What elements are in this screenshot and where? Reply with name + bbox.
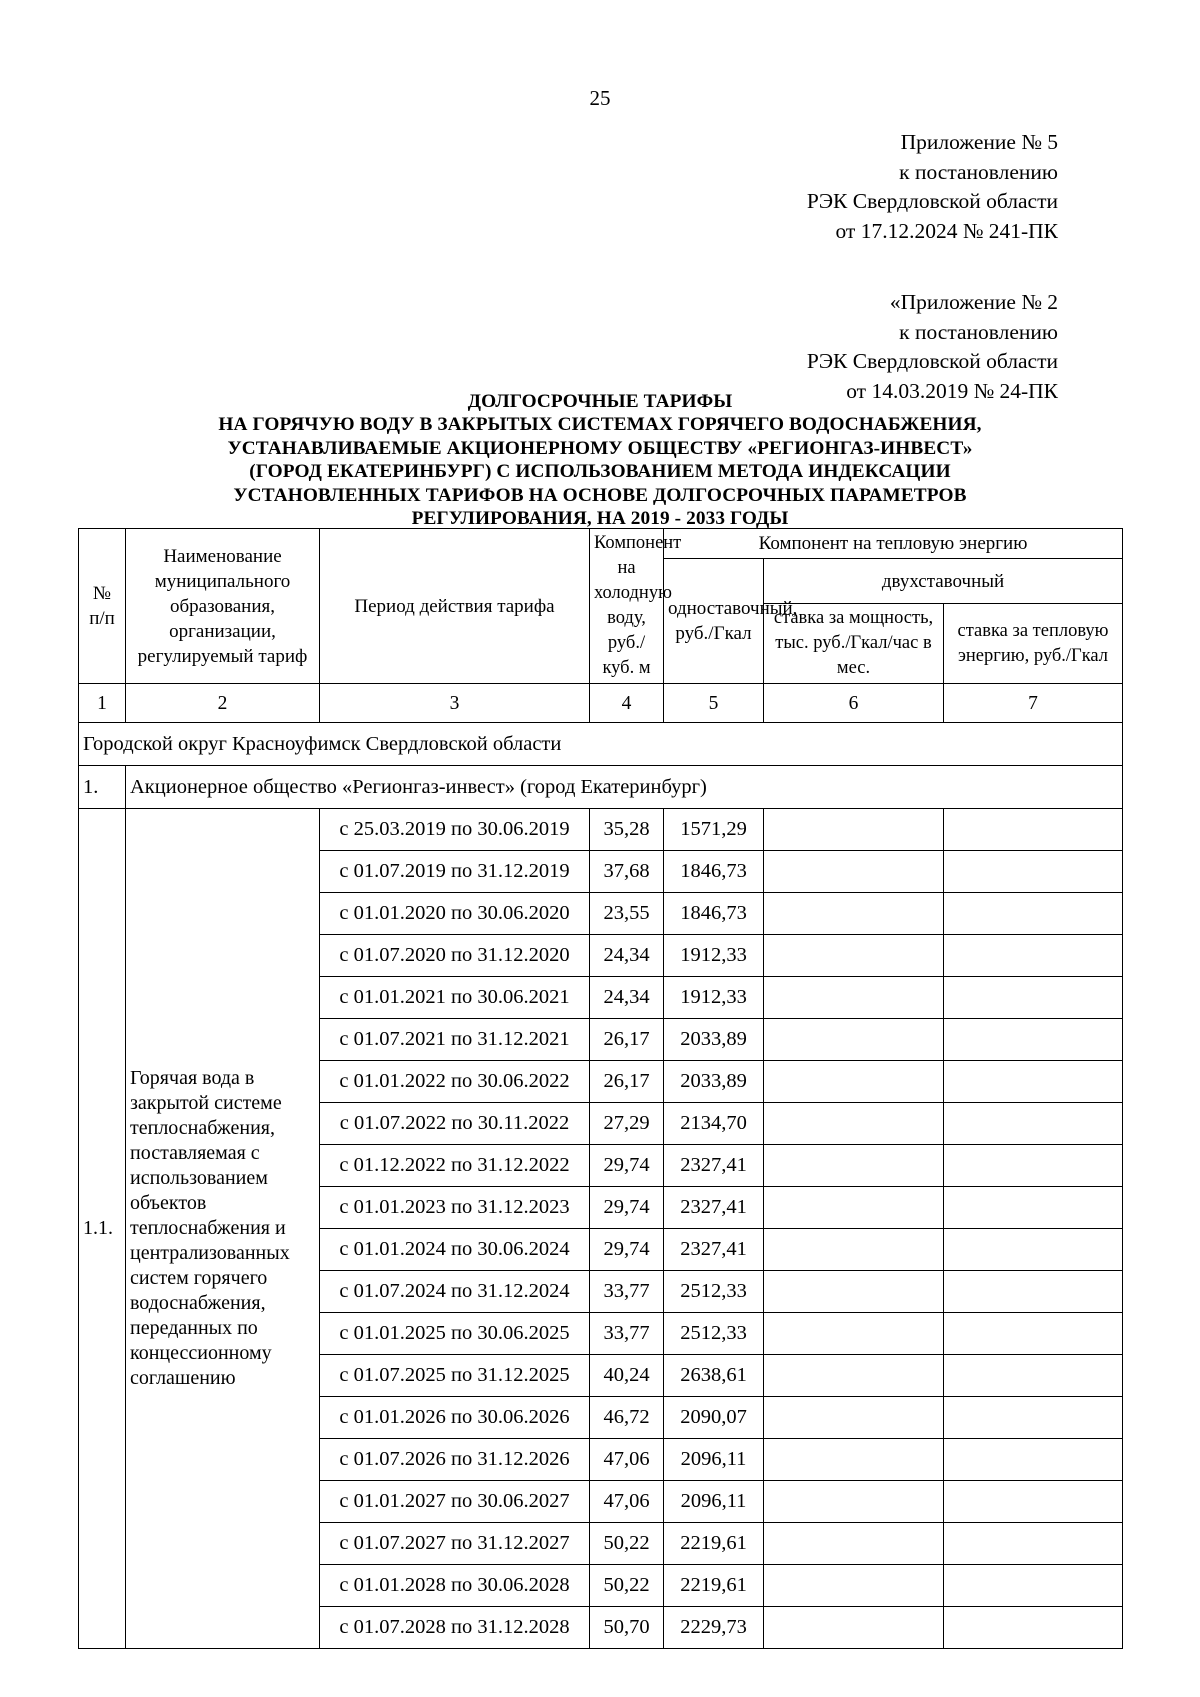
tariff-cold-water: 47,06: [590, 1481, 664, 1523]
appendix-primary-line-1: Приложение № 5: [900, 130, 1058, 154]
tariff-heat-rate: [944, 1145, 1123, 1187]
tariff-single-rate: 1846,73: [664, 893, 764, 935]
column-number-4: 4: [590, 684, 664, 723]
tariff-single-rate: 1846,73: [664, 851, 764, 893]
tariff-period: с 01.07.2024 по 31.12.2024: [320, 1271, 590, 1313]
tariff-heat-rate: [944, 1355, 1123, 1397]
tariff-name: Горячая вода в закрытой системе теплоснабжения, поставляемая с использованием объектов теплоснабжения и централизованных систем горячего водоснабжения, переданных по концессионному соглашению: [126, 809, 320, 1649]
tariff-heat-rate: [944, 1229, 1123, 1271]
tariff-single-rate: 2327,41: [664, 1145, 764, 1187]
tariff-cold-water: 50,22: [590, 1565, 664, 1607]
tariff-period: с 01.01.2026 по 30.06.2026: [320, 1397, 590, 1439]
tariff-power-rate: [764, 1565, 944, 1607]
tariff-period: с 01.07.2022 по 30.11.2022: [320, 1103, 590, 1145]
tariff-period: с 01.01.2023 по 31.12.2023: [320, 1187, 590, 1229]
tariff-cold-water: 23,55: [590, 893, 664, 935]
tariff-power-rate: [764, 1229, 944, 1271]
tariff-single-rate: 2327,41: [664, 1229, 764, 1271]
tariff-period: с 01.01.2025 по 30.06.2025: [320, 1313, 590, 1355]
tariff-power-rate: [764, 935, 944, 977]
tariff-power-rate: [764, 1271, 944, 1313]
header-col-heat-rate: ставка за тепловую энергию, руб./Гкал: [944, 604, 1123, 684]
appendix-secondary-line-3: РЭК Свердловской области: [806, 349, 1058, 373]
tariff-period: с 25.03.2019 по 30.06.2019: [320, 809, 590, 851]
page-number: 25: [589, 86, 611, 110]
tariff-heat-rate: [944, 1481, 1123, 1523]
tariff-power-rate: [764, 1103, 944, 1145]
appendix-reference-secondary: [518, 288, 1058, 406]
tariff-cold-water: 37,68: [590, 851, 664, 893]
tariff-heat-rate: [944, 977, 1123, 1019]
table-header-row-1: [79, 529, 1123, 559]
municipality-label: Городской округ Красноуфимск Свердловской области: [79, 723, 1123, 766]
tariff-single-rate: 2033,89: [664, 1019, 764, 1061]
tariff-period: с 01.07.2021 по 31.12.2021: [320, 1019, 590, 1061]
tariff-power-rate: [764, 809, 944, 851]
column-number-7: 7: [944, 684, 1123, 723]
tariff-power-rate: [764, 1313, 944, 1355]
header-col-number: № п/п: [79, 529, 126, 684]
tariff-period: с 01.07.2020 по 31.12.2020: [320, 935, 590, 977]
tariff-power-rate: [764, 1523, 944, 1565]
tariff-cold-water: 50,70: [590, 1607, 664, 1649]
tariff-period: с 01.01.2020 по 30.06.2020: [320, 893, 590, 935]
tariff-period: с 01.01.2024 по 30.06.2024: [320, 1229, 590, 1271]
tariff-single-rate: 2033,89: [664, 1061, 764, 1103]
tariff-single-rate: 2512,33: [664, 1313, 764, 1355]
appendix-primary-line-3: РЭК Свердловской области: [806, 189, 1058, 213]
document-title-line-4: (ГОРОД ЕКАТЕРИНБУРГ) С ИСПОЛЬЗОВАНИЕМ МЕТОДА ИНДЕКСАЦИИ: [249, 461, 951, 483]
document-title-line-1: ДОЛГОСРОЧНЫЕ ТАРИФЫ: [467, 391, 733, 412]
tariff-power-rate: [764, 1481, 944, 1523]
tariff-heat-rate: [944, 1397, 1123, 1439]
tariff-heat-rate: [944, 1019, 1123, 1061]
organization-row: [79, 766, 1123, 809]
tariff-single-rate: 2090,07: [664, 1397, 764, 1439]
tariff-heat-rate: [944, 1565, 1123, 1607]
tariff-power-rate: [764, 977, 944, 1019]
tariff-cold-water: 26,17: [590, 1061, 664, 1103]
header-col-name: Наименование муниципального образования, организации, регулируемый тариф: [126, 529, 320, 684]
tariff-power-rate: [764, 1355, 944, 1397]
tariff-period: с 01.12.2022 по 31.12.2022: [320, 1145, 590, 1187]
tariff-heat-rate: [944, 1607, 1123, 1649]
tariff-power-rate: [764, 1061, 944, 1103]
tariff-single-rate: 2096,11: [664, 1439, 764, 1481]
tariff-period: с 01.07.2026 по 31.12.2026: [320, 1439, 590, 1481]
document-title-line-6: РЕГУЛИРОВАНИЯ, НА 2019 - 2033 ГОДЫ: [411, 508, 789, 530]
tariff-table-head: [79, 529, 1123, 723]
tariff-index: 1.1.: [79, 809, 126, 1649]
tariff-cold-water: 24,34: [590, 935, 664, 977]
tariff-single-rate: 2096,11: [664, 1481, 764, 1523]
tariff-cold-water: 29,74: [590, 1229, 664, 1271]
appendix-secondary-line-1: «Приложение № 2: [889, 290, 1058, 314]
tariff-cold-water: 46,72: [590, 1397, 664, 1439]
header-subgroup-two-part: двухставочный: [764, 559, 1123, 604]
tariff-period: с 01.07.2019 по 31.12.2019: [320, 851, 590, 893]
tariff-cold-water: 47,06: [590, 1439, 664, 1481]
document-title-line-5: УСТАНОВЛЕННЫХ ТАРИФОВ НА ОСНОВЕ ДОЛГОСРОЧНЫХ ПАРАМЕТРОВ: [233, 484, 967, 506]
tariff-table: [78, 528, 1123, 1649]
column-number-1: 1: [79, 684, 126, 723]
header-col-single-rate: одноставочный, руб./Гкал: [664, 559, 764, 684]
tariff-cold-water: 29,74: [590, 1187, 664, 1229]
tariff-power-rate: [764, 1607, 944, 1649]
header-col-power-rate: ставка за мощность, тыс. руб./Гкал/час в мес.: [764, 604, 944, 684]
document-title: [80, 390, 1120, 530]
tariff-single-rate: 2512,33: [664, 1271, 764, 1313]
tariff-single-rate: 2134,70: [664, 1103, 764, 1145]
tariff-cold-water: 26,17: [590, 1019, 664, 1061]
column-number-2: 2: [126, 684, 320, 723]
tariff-single-rate: 2219,61: [664, 1523, 764, 1565]
tariff-cold-water: 40,24: [590, 1355, 664, 1397]
tariff-period: с 01.07.2025 по 31.12.2025: [320, 1355, 590, 1397]
tariff-heat-rate: [944, 1103, 1123, 1145]
tariff-single-rate: 2229,73: [664, 1607, 764, 1649]
tariff-power-rate: [764, 1187, 944, 1229]
appendix-secondary-line-2: к постановлению: [899, 319, 1058, 344]
appendix-primary-line-2: к постановлению: [899, 159, 1058, 184]
document-title-line-3: УСТАНАВЛИВАЕМЫЕ АКЦИОНЕРНОМУ ОБЩЕСТВУ «РЕГИОНГАЗ-ИНВЕСТ»: [227, 437, 973, 459]
tariff-period: с 01.01.2022 по 30.06.2022: [320, 1061, 590, 1103]
tariff-single-rate: 2219,61: [664, 1565, 764, 1607]
tariff-period: с 01.01.2028 по 30.06.2028: [320, 1565, 590, 1607]
tariff-power-rate: [764, 893, 944, 935]
tariff-heat-rate: [944, 1313, 1123, 1355]
header-group-heat-energy: Компонент на тепловую энергию: [664, 529, 1123, 559]
tariff-power-rate: [764, 1019, 944, 1061]
document-title-line-2: НА ГОРЯЧУЮ ВОДУ В ЗАКРЫТЫХ СИСТЕМАХ ГОРЯЧЕГО ВОДОСНАБЖЕНИЯ,: [218, 414, 982, 436]
tariff-heat-rate: [944, 1439, 1123, 1481]
tariff-single-rate: 2638,61: [664, 1355, 764, 1397]
appendix-secondary-line-4: от 14.03.2019 № 24-ПК: [846, 378, 1058, 403]
header-col-period: Период действия тарифа: [320, 529, 590, 684]
tariff-cold-water: 33,77: [590, 1271, 664, 1313]
tariff-single-rate: 1912,33: [664, 977, 764, 1019]
tariff-power-rate: [764, 851, 944, 893]
tariff-heat-rate: [944, 935, 1123, 977]
tariff-period: с 01.07.2027 по 31.12.2027: [320, 1523, 590, 1565]
tariff-heat-rate: [944, 809, 1123, 851]
tariff-heat-rate: [944, 1187, 1123, 1229]
tariff-cold-water: 33,77: [590, 1313, 664, 1355]
municipality-row: [79, 723, 1123, 766]
column-number-5: 5: [664, 684, 764, 723]
tariff-cold-water: 27,29: [590, 1103, 664, 1145]
tariff-power-rate: [764, 1397, 944, 1439]
tariff-single-rate: 1912,33: [664, 935, 764, 977]
tariff-heat-rate: [944, 1271, 1123, 1313]
tariff-cold-water: 35,28: [590, 809, 664, 851]
appendix-header-zone: [518, 128, 1058, 406]
tariff-heat-rate: [944, 1061, 1123, 1103]
tariff-table-body: [79, 723, 1123, 1649]
tariff-period: с 01.07.2028 по 31.12.2028: [320, 1607, 590, 1649]
organization-index: 1.: [79, 766, 126, 809]
column-number-6: 6: [764, 684, 944, 723]
tariff-power-rate: [764, 1439, 944, 1481]
table-row: [79, 809, 1123, 851]
table-column-number-row: [79, 684, 1123, 723]
tariff-cold-water: 24,34: [590, 977, 664, 1019]
tariff-heat-rate: [944, 851, 1123, 893]
tariff-power-rate: [764, 1145, 944, 1187]
tariff-cold-water: 50,22: [590, 1523, 664, 1565]
column-number-3: 3: [320, 684, 590, 723]
appendix-primary-line-4: от 17.12.2024 № 241-ПК: [835, 218, 1058, 243]
header-col-cold-water: Компонент на холодную воду, руб./куб. м: [590, 529, 664, 684]
appendix-reference-primary: [518, 128, 1058, 246]
tariff-cold-water: 29,74: [590, 1145, 664, 1187]
tariff-heat-rate: [944, 1523, 1123, 1565]
tariff-period: с 01.01.2027 по 30.06.2027: [320, 1481, 590, 1523]
tariff-single-rate: 2327,41: [664, 1187, 764, 1229]
tariff-period: с 01.01.2021 по 30.06.2021: [320, 977, 590, 1019]
tariff-heat-rate: [944, 893, 1123, 935]
organization-label: Акционерное общество «Регионгаз-инвест» (город Екатеринбург): [126, 766, 1123, 809]
tariff-single-rate: 1571,29: [664, 809, 764, 851]
